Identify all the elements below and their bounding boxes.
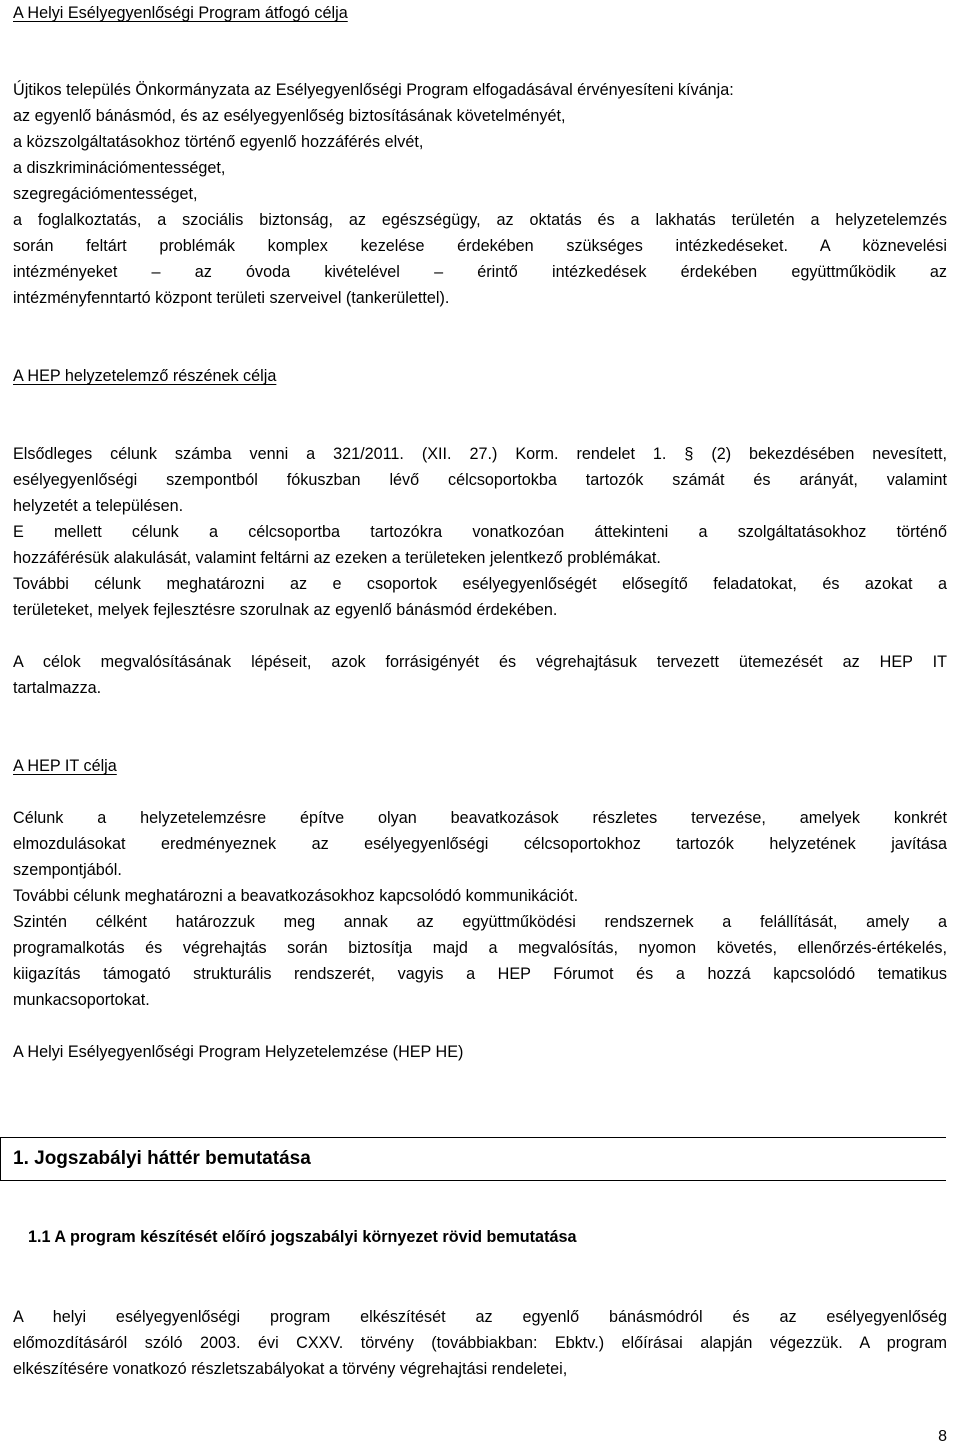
heading-it-text: A HEP IT célja [13, 757, 117, 775]
he-last-paragraph [13, 649, 947, 701]
it-line: kiigazítás támogató strukturális rendszerét, vagyis a HEP Fórumot és a hozzá kapcsolódó tematikus [13, 965, 947, 983]
intro-line: szegregációmentességet, [13, 185, 198, 203]
page-number: 8 [938, 1428, 947, 1445]
it-paragraph [13, 805, 947, 1013]
heading-he-text: A HEP helyzetelemző részének célja [13, 367, 277, 385]
law-line: előmozdításáról szóló 2003. évi CXXV. törvény (továbbiakban: Ebktv.) előírásai alapján végezzük. A program [13, 1334, 947, 1352]
intro-paragraph [13, 77, 947, 311]
intro-line: az egyenlő bánásmód, és az esélyegyenlőség biztosításának követelményét, [13, 107, 566, 125]
intro-line: a közszolgáltatásokhoz történő egyenlő hozzáférés elvét, [13, 133, 424, 151]
section-1-1-title: 1.1 A program készítését előíró jogszabályi környezet rövid bemutatása [28, 1228, 577, 1246]
situation-heading [13, 1039, 947, 1065]
law-line: elkészítésére vonatkozó részletszabályokat a törvény végrehajtási rendeletei, [13, 1360, 568, 1378]
intro-line: során feltárt problémák komplex kezelése érdekében szükséges intézkedéseket. A köznevelési [13, 237, 947, 255]
he-paragraph [13, 441, 947, 623]
he-line: További célunk meghatározni az e csoportok esélyegyenlőségét elősegítő feladatokat, és azokat a [13, 575, 947, 593]
it-heading [13, 753, 947, 779]
it-line: elmozdulásokat eredményeznek az esélyegyenlőségi célcsoportokhoz tartozók helyzetének javítása [13, 835, 947, 853]
law-paragraph [13, 1304, 947, 1382]
section-1-title: 1. Jogszabályi háttér bemutatása [13, 1148, 311, 1169]
he-last-line: tartalmazza. [13, 679, 102, 697]
he-line: E mellett célunk a célcsoportba tartozókra vonatkozóan áttekinteni a szolgáltatásokhoz történő [13, 523, 947, 541]
he-line: helyzetét a településen. [13, 497, 184, 515]
he-line: hozzáférésük alakulását, valamint feltárni az ezeken a területeken jelentkező problémákat. [13, 549, 661, 567]
heading-main-text: A Helyi Esélyegyenlőségi Program átfogó célja [13, 4, 348, 22]
he-line: területeket, melyek fejlesztésre szorulnak az egyenlő bánásmód érdekében. [13, 601, 558, 619]
it-line: Célunk a helyzetelemzésre építve olyan beavatkozások részletes tervezése, amelyek konkrét [13, 809, 947, 827]
section-1-box [0, 1137, 946, 1181]
intro-line: intézményeket – az óvoda kivételével – érintő intézkedések érdekében együttműködik az [13, 263, 947, 281]
intro-line: Újtikos település Önkormányzata az Esélyegyenlőségi Program elfogadásával érvényesíteni kívánja: [13, 81, 734, 99]
he-heading [13, 363, 947, 389]
it-line: programalkotás és végrehajtás során biztosítja majd a megvalósítás, nyomon követés, ellenőrzés-értékelés, [13, 939, 947, 957]
it-line: További célunk meghatározni a beavatkozásokhoz kapcsolódó kommunikációt. [13, 887, 579, 905]
it-line: Szintén célként határozzuk meg annak az együttműködési rendszernek a felállítását, amely a [13, 913, 947, 931]
intro-line: intézményfenntartó központ területi szerveivel (tankerülettel). [13, 289, 450, 307]
intro-line: a foglalkoztatás, a szociális biztonság, az egészségügy, az oktatás és a lakhatás területén a helyzetelemzés [13, 211, 947, 229]
heading-situation-text: A Helyi Esélyegyenlőségi Program Helyzetelemzése (HEP HE) [13, 1043, 464, 1061]
he-line: esélyegyenlőségi szempontból fókuszban lévő célcsoportokba tartozók számát és arányát, valamint [13, 471, 947, 489]
it-line: munkacsoportokat. [13, 991, 150, 1009]
law-line: A helyi esélyegyenlőségi program elkészítését az egyenlő bánásmódról és az esélyegyenlőség [13, 1308, 947, 1326]
he-last-line: A célok megvalósításának lépéseit, azok forrásigényét és végrehajtásuk tervezett ütemezését az HEP IT [13, 653, 947, 671]
main-heading [13, 0, 947, 26]
intro-line: a diszkriminációmentességet, [13, 159, 226, 177]
he-line: Elsődleges célunk számba venni a 321/2011. (XII. 27.) Korm. rendelet 1. § (2) bekezdésében nevesített, [13, 445, 947, 463]
it-line: szempontjából. [13, 861, 122, 879]
